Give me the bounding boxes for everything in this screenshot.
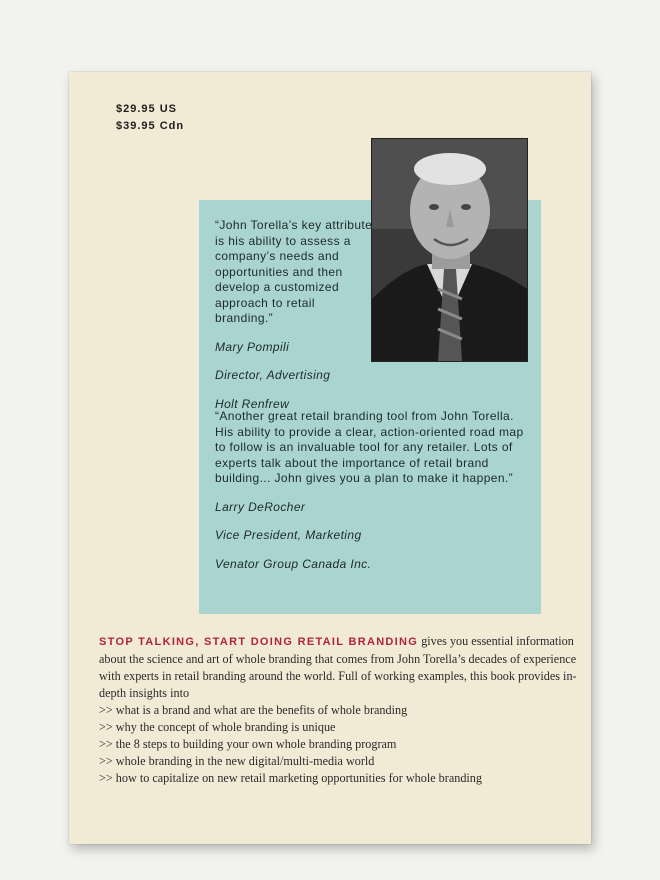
book-back-cover [69,72,591,844]
benefit-list [99,702,579,787]
testimonial-1-text: “John Torella’s key attribute is his ability to assess a company’s needs and opportunities and then develop a customized approach to retail branding.” [215,218,373,325]
price-us: $29.95 US [116,103,177,115]
testimonial-2-company: Venator Group Canada Inc. [215,556,372,571]
price-cdn: $39.95 Cdn [116,120,185,132]
list-item: >> what is a brand and what are the benefits of whole branding [99,703,408,717]
testimonial-2 [215,409,525,572]
description-body: gives you essential information about the science and art of whole branding that comes from John Torella’s decades of experience with experts in retail branding around the world. Full of working examples, this book provides in-depth insights into [99,634,577,700]
list-item: >> the 8 steps to building your own whole branding program [99,737,397,751]
testimonial-2-text: “Another great retail branding tool from John Torella. His ability to provide a clear, action-oriented road map to follow is an invaluable tool for any retailer. Lots of experts talk about the importance of retail brand building... John gives you a plan to make it happen.” [215,409,524,485]
author-photo [371,138,528,362]
testimonial-2-title: Vice President, Marketing [215,528,362,542]
testimonial-1-author: Mary Pompili [215,339,290,354]
testimonial-1-title: Director, Advertising [215,368,331,382]
testimonial-1 [215,218,375,412]
list-item: >> why the concept of whole branding is unique [99,720,336,734]
testimonial-2-author: Larry DeRocher [215,499,306,514]
description-headline: STOP TALKING, START DOING RETAIL BRANDING [99,636,419,648]
price-block [116,101,184,135]
list-item: >> whole branding in the new digital/multi-media world [99,754,375,768]
book-description [99,633,579,787]
description-paragraph [99,633,579,702]
testimonial-1-company: Holt Renfrew [215,396,290,411]
list-item: >> how to capitalize on new retail marketing opportunities for whole branding [99,771,482,785]
